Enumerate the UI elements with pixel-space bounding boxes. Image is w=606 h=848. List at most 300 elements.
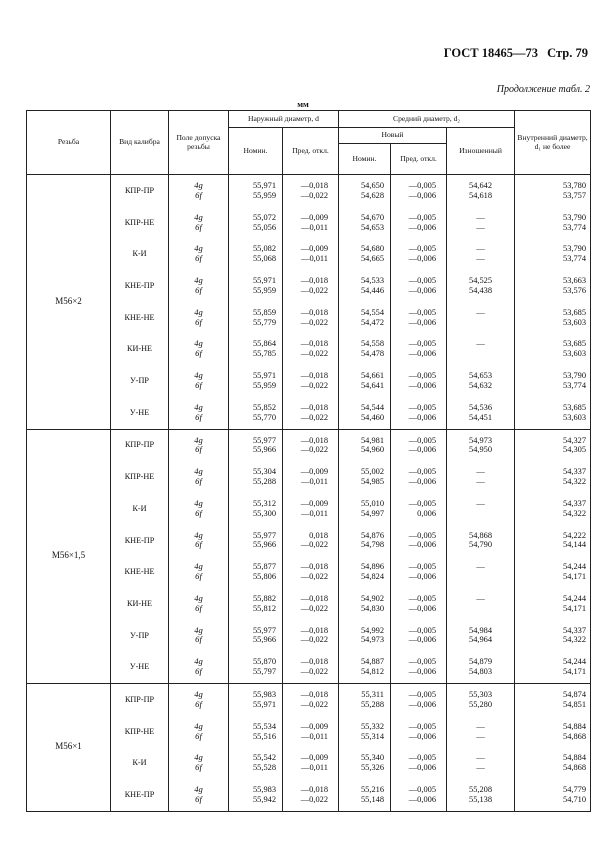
tolerance-cell-value: 4g [194, 434, 203, 445]
worn-cell-value: — [476, 339, 485, 349]
pitch-deviation-cell-value: —0,006 [408, 349, 436, 359]
worn-cell [447, 684, 515, 716]
pitch-deviation-cell [391, 651, 447, 683]
pitch-deviation-cell [391, 333, 447, 365]
outer-deviation-cell-value: —0,018 [300, 657, 328, 667]
tolerance-cell-value: 6f [195, 666, 202, 677]
outer-nominal-cell-value: 55,877 [252, 562, 276, 572]
inner-diameter-cell-value: 53,603 [563, 412, 587, 422]
worn-cell-value: 55,303 [469, 690, 493, 700]
pitch-nominal-cell-value: 54,960 [360, 445, 384, 455]
outer-nominal-cell-value: 55,056 [252, 222, 276, 232]
outer-deviation-cell [283, 747, 339, 779]
pitch-nominal-cell [339, 365, 391, 397]
pitch-deviation-cell-value: —0,005 [408, 785, 436, 795]
table-row [27, 397, 591, 429]
table-row [27, 747, 591, 779]
worn-cell-value: 55,280 [469, 699, 493, 709]
tolerance-cell-value: 4g [194, 275, 203, 286]
pitch-nominal-cell-value: 54,992 [360, 625, 384, 635]
outer-nominal-cell-value: 55,859 [252, 307, 276, 317]
pitch-deviation-cell [391, 684, 447, 716]
pitch-nominal-cell-value: 54,478 [360, 349, 384, 359]
pitch-nominal-cell-value: 55,216 [360, 785, 384, 795]
inner-diameter-cell-value: 54,710 [563, 794, 587, 804]
tolerance-cell [169, 461, 229, 493]
pitch-nominal-cell-value: 54,554 [360, 307, 384, 317]
pitch-deviation-cell-value: —0,006 [408, 190, 436, 200]
worn-cell-value: 54,536 [469, 402, 493, 412]
inner-diameter-cell-value: 54,337 [563, 498, 587, 508]
inner-diameter-cell [515, 175, 591, 207]
pitch-deviation-cell-value: —0,005 [408, 530, 436, 540]
inner-diameter-cell [515, 588, 591, 620]
outer-nominal-cell-value: 55,882 [252, 593, 276, 603]
tolerance-cell [169, 525, 229, 557]
pitch-nominal-cell-value: 55,314 [360, 731, 384, 741]
inner-diameter-cell [515, 365, 591, 397]
outer-nominal-cell-value: 55,068 [252, 254, 276, 264]
outer-deviation-cell [283, 175, 339, 207]
worn-cell-value: 54,438 [469, 285, 493, 295]
pitch-deviation-cell-value: —0,006 [408, 254, 436, 264]
gauge-type-cell: К-И [111, 493, 169, 525]
inner-diameter-cell [515, 651, 591, 683]
outer-deviation-cell-value: —0,018 [300, 625, 328, 635]
outer-nominal-cell-value: 55,542 [252, 753, 276, 763]
outer-nominal-cell-value: 55,983 [252, 690, 276, 700]
col-new: Новый [339, 128, 447, 144]
gauge-dimension-table [26, 110, 591, 812]
tolerance-cell-value: 4g [194, 752, 203, 763]
outer-deviation-cell-value: —0,022 [300, 635, 328, 645]
outer-deviation-cell [283, 238, 339, 270]
worn-cell [447, 556, 515, 588]
tolerance-cell [169, 493, 229, 525]
pitch-nominal-cell [339, 779, 391, 811]
tolerance-cell [169, 588, 229, 620]
outer-nominal-cell-value: 55,806 [252, 572, 276, 582]
worn-cell-value: 55,208 [469, 785, 493, 795]
tolerance-cell-value: 6f [195, 507, 202, 518]
outer-nominal-cell-value: 55,812 [252, 603, 276, 613]
worn-cell [447, 397, 515, 429]
inner-diameter-cell-value: 54,244 [563, 593, 587, 603]
worn-cell [447, 207, 515, 239]
col-outer-diameter: Наружный диаметр, d [229, 111, 339, 128]
outer-deviation-cell-value: —0,022 [300, 572, 328, 582]
pitch-nominal-cell-value: 54,558 [360, 339, 384, 349]
outer-nominal-cell [229, 397, 283, 429]
pitch-deviation-cell-value: —0,005 [408, 435, 436, 445]
pitch-nominal-cell [339, 651, 391, 683]
pitch-deviation-cell [391, 588, 447, 620]
pitch-deviation-cell-value: —0,005 [408, 371, 436, 381]
tolerance-cell-value: 6f [195, 411, 202, 422]
outer-deviation-cell [283, 397, 339, 429]
pitch-nominal-cell-value: 54,887 [360, 657, 384, 667]
gauge-type-cell: КПР-НЕ [111, 461, 169, 493]
outer-nominal-cell-value: 55,528 [252, 763, 276, 773]
table-row [27, 461, 591, 493]
pitch-nominal-cell-value: 54,830 [360, 603, 384, 613]
inner-diameter-cell [515, 747, 591, 779]
tolerance-cell-value: 6f [195, 221, 202, 232]
pitch-deviation-cell [391, 397, 447, 429]
outer-deviation-cell-value: —0,022 [300, 667, 328, 677]
worn-cell-value: 54,653 [469, 371, 493, 381]
pitch-deviation-cell [391, 302, 447, 334]
pitch-nominal-cell-value: 54,460 [360, 412, 384, 422]
table-row [27, 302, 591, 334]
table-row [27, 684, 591, 716]
pitch-deviation-cell [391, 365, 447, 397]
pitch-deviation-cell-value: —0,005 [408, 721, 436, 731]
inner-diameter-cell-value: 53,774 [563, 254, 587, 264]
pitch-nominal-cell-value: 54,533 [360, 276, 384, 286]
worn-cell [447, 747, 515, 779]
tolerance-cell-value: 4g [194, 306, 203, 317]
pitch-nominal-cell-value: 54,650 [360, 181, 384, 191]
worn-cell [447, 238, 515, 270]
pitch-deviation-cell-value: —0,005 [408, 657, 436, 667]
outer-deviation-cell-value: —0,018 [300, 371, 328, 381]
worn-cell-value: — [476, 307, 485, 317]
pitch-nominal-cell [339, 620, 391, 652]
tolerance-cell-value: 4g [194, 243, 203, 254]
pitch-nominal-cell-value: 55,326 [360, 763, 384, 773]
outer-deviation-cell-value: —0,018 [300, 785, 328, 795]
worn-cell-value: — [476, 244, 485, 254]
outer-deviation-cell-value: —0,011 [301, 731, 328, 741]
gauge-type-cell: К-И [111, 747, 169, 779]
tolerance-cell-value: 6f [195, 284, 202, 295]
outer-nominal-cell-value: 55,870 [252, 657, 276, 667]
inner-diameter-cell-value: 53,663 [563, 276, 587, 286]
outer-deviation-cell [283, 651, 339, 683]
pitch-nominal-cell-value: 54,981 [360, 435, 384, 445]
pitch-deviation-cell [391, 620, 447, 652]
inner-diameter-cell [515, 461, 591, 493]
worn-cell [447, 429, 515, 461]
pitch-nominal-cell-value: 54,670 [360, 212, 384, 222]
outer-deviation-cell-value: —0,022 [300, 699, 328, 709]
inner-diameter-cell-value: 54,884 [563, 753, 587, 763]
thread-size-cell: М56×1,5 [27, 429, 111, 684]
tolerance-cell [169, 716, 229, 748]
pitch-nominal-cell-value: 54,876 [360, 530, 384, 540]
outer-deviation-cell-value: —0,022 [300, 190, 328, 200]
inner-diameter-cell [515, 429, 591, 461]
outer-deviation-cell-value: —0,011 [301, 222, 328, 232]
outer-deviation-cell-value: —0,011 [301, 254, 328, 264]
outer-deviation-cell-value: —0,022 [300, 445, 328, 455]
worn-cell-value: 54,618 [469, 190, 493, 200]
outer-deviation-cell [283, 429, 339, 461]
pitch-nominal-cell-value: 54,902 [360, 593, 384, 603]
outer-deviation-cell-value: —0,009 [300, 212, 328, 222]
pitch-deviation-cell-value: —0,006 [408, 763, 436, 773]
gauge-type-cell: КНЕ-ПР [111, 779, 169, 811]
pitch-deviation-cell-value: —0,006 [408, 285, 436, 295]
gauge-type-cell: У-НЕ [111, 397, 169, 429]
inner-diameter-cell-value: 53,576 [563, 285, 587, 295]
outer-deviation-cell-value: —0,018 [300, 435, 328, 445]
pitch-deviation-cell-value: —0,005 [408, 276, 436, 286]
tolerance-cell-value: 4g [194, 497, 203, 508]
worn-cell-value: 54,868 [469, 530, 493, 540]
tolerance-cell-value: 4g [194, 784, 203, 795]
inner-diameter-cell [515, 302, 591, 334]
outer-deviation-cell-value: —0,022 [300, 285, 328, 295]
outer-nominal-cell-value: 55,312 [252, 498, 276, 508]
outer-deviation-cell [283, 779, 339, 811]
pitch-deviation-cell-value: —0,005 [408, 593, 436, 603]
inner-diameter-cell-value: 54,244 [563, 657, 587, 667]
pitch-deviation-cell-value: —0,005 [408, 212, 436, 222]
worn-cell [447, 175, 515, 207]
inner-diameter-cell [515, 525, 591, 557]
outer-deviation-cell-value: —0,018 [300, 593, 328, 603]
pitch-deviation-cell-value: —0,006 [408, 412, 436, 422]
inner-diameter-cell-value: 54,884 [563, 721, 587, 731]
pitch-deviation-cell-value: —0,006 [408, 603, 436, 613]
outer-deviation-cell-value: —0,018 [300, 339, 328, 349]
inner-diameter-cell-value: 53,685 [563, 402, 587, 412]
pitch-deviation-cell-value: 0,006 [417, 508, 436, 518]
inner-diameter-cell [515, 270, 591, 302]
tolerance-cell-value: 4g [194, 211, 203, 222]
pitch-nominal-cell [339, 207, 391, 239]
worn-cell-value: — [476, 222, 485, 232]
pitch-nominal-cell [339, 302, 391, 334]
outer-nominal-cell [229, 429, 283, 461]
outer-deviation-cell [283, 620, 339, 652]
outer-nominal-cell [229, 588, 283, 620]
outer-deviation-cell-value: —0,009 [300, 467, 328, 477]
outer-deviation-cell-value: —0,022 [300, 380, 328, 390]
inner-diameter-cell-value: 54,222 [563, 530, 587, 540]
outer-nominal-cell-value: 55,534 [252, 721, 276, 731]
col-outer-deviation: Пред. откл. [283, 128, 339, 175]
col-inner-diameter: Внутренний диаметр, d₁ не более [515, 111, 591, 175]
outer-nominal-cell-value: 55,971 [252, 371, 276, 381]
outer-nominal-cell [229, 525, 283, 557]
outer-deviation-cell [283, 270, 339, 302]
worn-cell-value: 55,138 [469, 794, 493, 804]
tolerance-cell [169, 556, 229, 588]
worn-cell-value: — [476, 477, 485, 487]
col-thread: Резьба [27, 111, 111, 175]
table-row [27, 525, 591, 557]
inner-diameter-cell-value: 54,171 [563, 667, 587, 677]
outer-nominal-cell-value: 55,977 [252, 435, 276, 445]
outer-nominal-cell-value: 55,072 [252, 212, 276, 222]
outer-deviation-cell-value: —0,009 [300, 244, 328, 254]
inner-diameter-cell-value: 54,305 [563, 445, 587, 455]
worn-cell-value: — [476, 721, 485, 731]
gauge-type-cell: У-НЕ [111, 651, 169, 683]
outer-deviation-cell [283, 333, 339, 365]
outer-deviation-cell [283, 207, 339, 239]
pitch-deviation-cell-value: —0,006 [408, 699, 436, 709]
worn-cell-value [447, 572, 514, 582]
outer-deviation-cell-value: —0,018 [300, 402, 328, 412]
tolerance-cell-value: 6f [195, 253, 202, 264]
inner-diameter-cell-value: 54,868 [563, 763, 587, 773]
pitch-deviation-cell-value: —0,005 [408, 181, 436, 191]
inner-diameter-cell-value: 54,868 [563, 731, 587, 741]
outer-deviation-cell-value: —0,022 [300, 317, 328, 327]
outer-deviation-cell-value: —0,009 [300, 498, 328, 508]
tolerance-cell [169, 397, 229, 429]
pitch-nominal-cell [339, 747, 391, 779]
inner-diameter-cell [515, 238, 591, 270]
gauge-type-cell: КНЕ-ПР [111, 525, 169, 557]
tolerance-cell-value: 4g [194, 338, 203, 349]
pitch-deviation-cell-value: —0,005 [408, 402, 436, 412]
outer-nominal-cell [229, 556, 283, 588]
inner-diameter-cell-value: 54,322 [563, 635, 587, 645]
pitch-deviation-cell-value: —0,005 [408, 625, 436, 635]
inner-diameter-cell [515, 684, 591, 716]
pitch-nominal-cell-value: 55,010 [360, 498, 384, 508]
pitch-nominal-cell [339, 238, 391, 270]
pitch-nominal-cell-value: 54,446 [360, 285, 384, 295]
outer-deviation-cell-value: —0,022 [300, 412, 328, 422]
tolerance-cell-value: 6f [195, 602, 202, 613]
outer-deviation-cell-value: —0,018 [300, 307, 328, 317]
pitch-nominal-cell-value: 54,661 [360, 371, 384, 381]
tolerance-cell-value: 6f [195, 762, 202, 773]
gauge-type-cell: КНЕ-НЕ [111, 556, 169, 588]
tolerance-cell-value: 6f [195, 189, 202, 200]
tolerance-cell-value: 6f [195, 698, 202, 709]
table-row [27, 270, 591, 302]
table-row [27, 429, 591, 461]
pitch-deviation-cell-value: —0,006 [408, 222, 436, 232]
outer-nominal-cell-value: 55,959 [252, 285, 276, 295]
pitch-deviation-cell-value: —0,006 [408, 317, 436, 327]
outer-nominal-cell-value: 55,785 [252, 349, 276, 359]
thread-size-cell: М56×1 [27, 684, 111, 812]
gauge-type-cell: КИ-НЕ [111, 333, 169, 365]
worn-cell-value: — [476, 593, 485, 603]
table-row [27, 175, 591, 207]
pitch-deviation-cell-value: —0,005 [408, 339, 436, 349]
worn-cell-value: — [476, 212, 485, 222]
pitch-deviation-cell-value: —0,006 [408, 477, 436, 487]
inner-diameter-cell-value: 53,685 [563, 339, 587, 349]
outer-deviation-cell [283, 461, 339, 493]
tolerance-cell-value: 4g [194, 529, 203, 540]
worn-cell-value: 54,632 [469, 380, 493, 390]
outer-nominal-cell-value: 55,797 [252, 667, 276, 677]
gauge-type-cell: КИ-НЕ [111, 588, 169, 620]
tolerance-cell [169, 651, 229, 683]
pitch-nominal-cell [339, 588, 391, 620]
outer-nominal-cell [229, 365, 283, 397]
worn-cell-value: 54,790 [469, 540, 493, 550]
worn-cell [447, 779, 515, 811]
pitch-nominal-cell-value: 54,628 [360, 190, 384, 200]
outer-nominal-cell-value: 55,852 [252, 402, 276, 412]
tolerance-cell-value: 4g [194, 370, 203, 381]
worn-cell-value: 54,950 [469, 445, 493, 455]
page-header [444, 46, 588, 61]
pitch-nominal-cell-value: 54,973 [360, 635, 384, 645]
worn-cell [447, 333, 515, 365]
outer-nominal-cell [229, 747, 283, 779]
pitch-deviation-cell-value: —0,006 [408, 445, 436, 455]
pitch-nominal-cell [339, 270, 391, 302]
pitch-deviation-cell-value: —0,006 [408, 540, 436, 550]
table-row [27, 588, 591, 620]
tolerance-cell [169, 175, 229, 207]
pitch-nominal-cell-value: 54,472 [360, 317, 384, 327]
outer-deviation-cell-value: —0,009 [300, 753, 328, 763]
worn-cell [447, 716, 515, 748]
outer-deviation-cell-value: —0,009 [300, 721, 328, 731]
tolerance-cell-value: 6f [195, 348, 202, 359]
pitch-nominal-cell [339, 556, 391, 588]
col-pitch-nominal: Номин. [339, 144, 391, 175]
pitch-deviation-cell [391, 270, 447, 302]
worn-cell [447, 302, 515, 334]
document-title: ГОСТ 18465—73 [443, 46, 539, 60]
pitch-deviation-cell-value: —0,005 [408, 467, 436, 477]
pitch-nominal-cell [339, 716, 391, 748]
pitch-deviation-cell-value: —0,006 [408, 667, 436, 677]
outer-nominal-cell [229, 207, 283, 239]
tolerance-cell-value: 6f [195, 634, 202, 645]
pitch-nominal-cell-value: 55,340 [360, 753, 384, 763]
table-row [27, 493, 591, 525]
inner-diameter-cell-value: 54,171 [563, 603, 587, 613]
outer-nominal-cell [229, 684, 283, 716]
col-tolerance-field: Поле допуска резьбы [169, 111, 229, 175]
tolerance-cell [169, 207, 229, 239]
table-row [27, 365, 591, 397]
outer-nominal-cell [229, 238, 283, 270]
outer-deviation-cell-value: —0,018 [300, 276, 328, 286]
outer-nominal-cell-value: 55,983 [252, 785, 276, 795]
outer-nominal-cell-value: 55,966 [252, 540, 276, 550]
tolerance-cell-value: 4g [194, 466, 203, 477]
inner-diameter-cell-value: 54,322 [563, 508, 587, 518]
pitch-deviation-cell [391, 461, 447, 493]
tolerance-cell-value: 4g [194, 624, 203, 635]
worn-cell [447, 270, 515, 302]
worn-cell [447, 620, 515, 652]
tolerance-cell-value: 6f [195, 444, 202, 455]
outer-deviation-cell-value: —0,018 [300, 690, 328, 700]
pitch-nominal-cell-value: 54,985 [360, 477, 384, 487]
outer-nominal-cell [229, 620, 283, 652]
inner-diameter-cell [515, 333, 591, 365]
outer-nominal-cell-value: 55,779 [252, 317, 276, 327]
thread-size-cell: М56×2 [27, 175, 111, 430]
table-continuation-note: Продолжение табл. 2 [496, 84, 590, 95]
gauge-type-cell: У-ПР [111, 365, 169, 397]
pitch-nominal-cell-value: 55,288 [360, 699, 384, 709]
outer-nominal-cell [229, 175, 283, 207]
pitch-nominal-cell-value: 55,332 [360, 721, 384, 731]
col-worn: Изношенный [447, 128, 515, 175]
outer-nominal-cell-value: 55,082 [252, 244, 276, 254]
worn-cell-value: 54,984 [469, 625, 493, 635]
gauge-type-cell: КПР-НЕ [111, 207, 169, 239]
